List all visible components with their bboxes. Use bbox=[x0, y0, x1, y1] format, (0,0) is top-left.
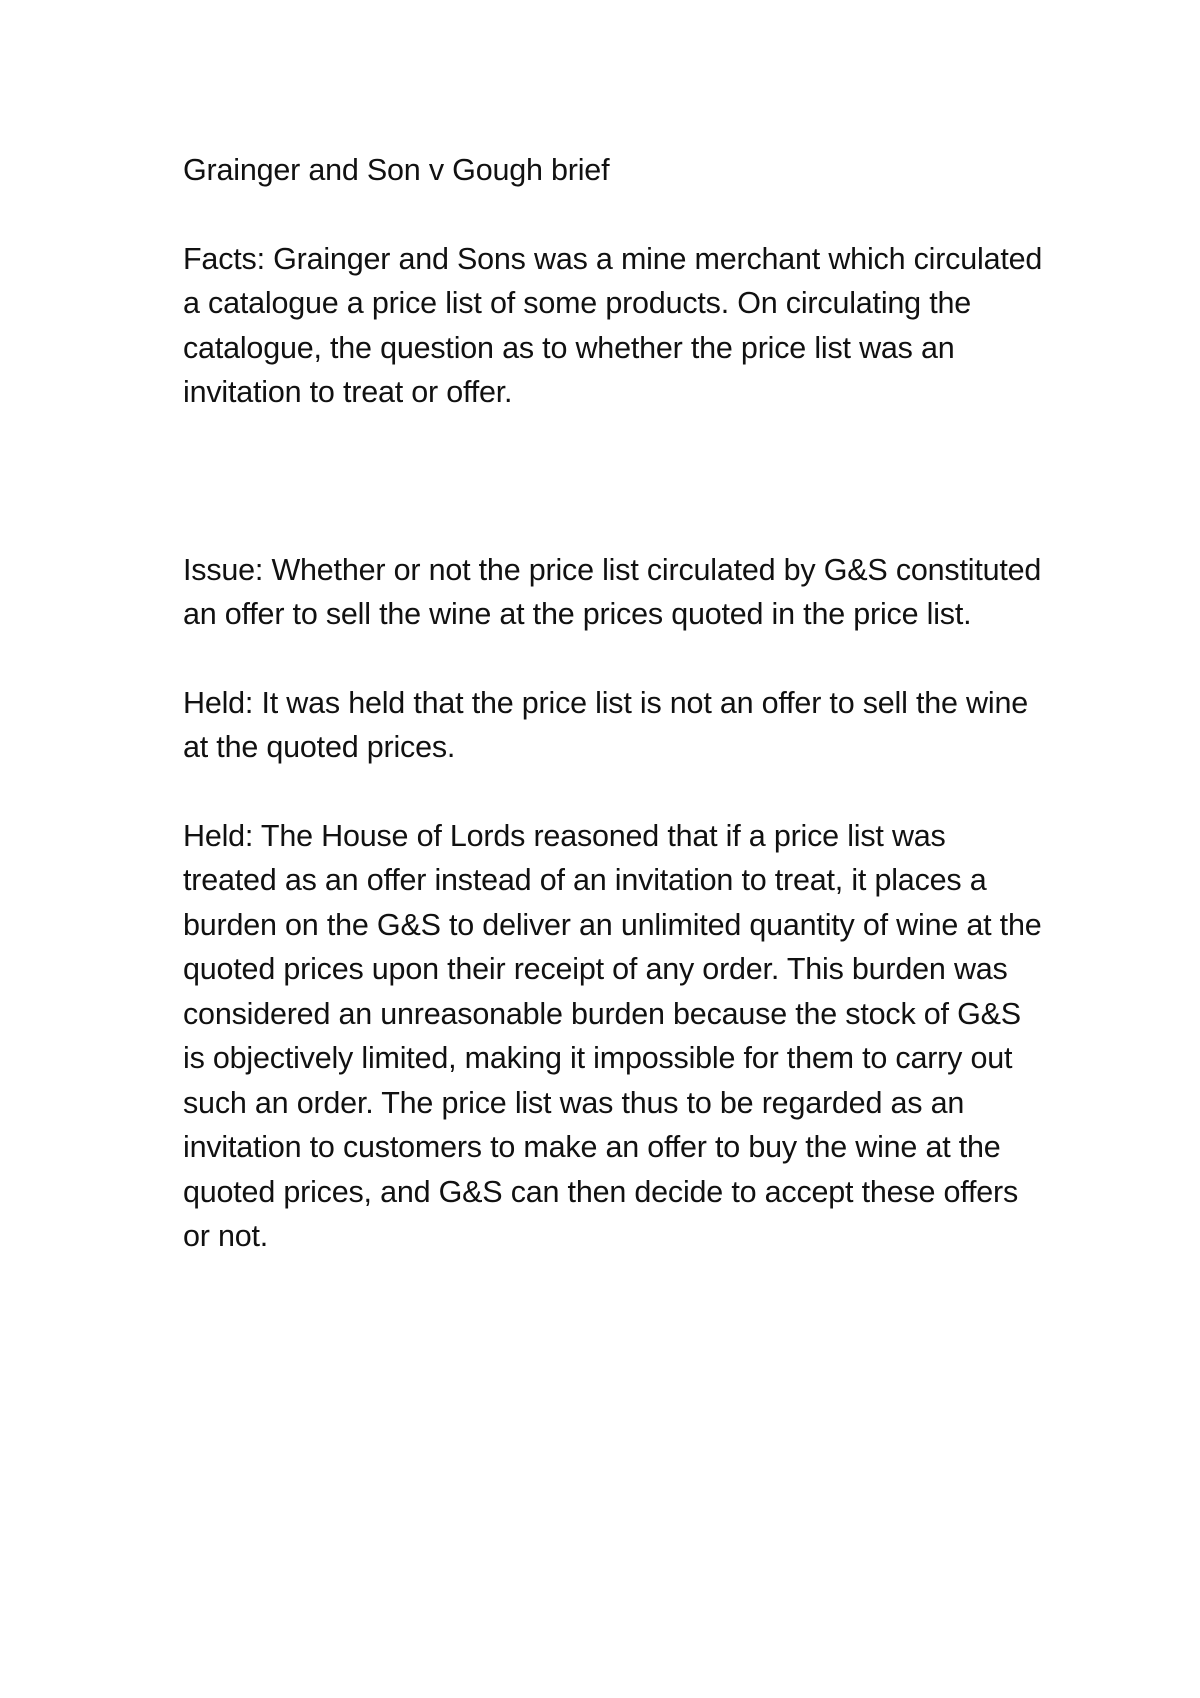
held-paragraph-1: Held: It was held that the price list is not an offer to sell the wine at the quoted prices. bbox=[183, 685, 1028, 764]
document-body bbox=[183, 148, 1043, 1259]
held-paragraph-2: Held: The House of Lords reasoned that if a price list was treated as an offer instead of an invitation to treat, it places a burden on the G&S to deliver an unlimited quantity of wine at the quoted prices upon their receipt of any order. This burden was considered an unreasonable burden because the stock of G&S is objectively limited, making it impossible for them to carry out such an order. The price list was thus to be regarded as an invitation to customers to make an offer to buy the wine at the quoted prices, and G&S can then decide to accept these offers or not. bbox=[183, 818, 1042, 1253]
facts-paragraph: Facts: Grainger and Sons was a mine merchant which circulated a catalogue a price list of some products. On circulating the catalogue, the question as to whether the price list was an invitation to treat or offer. bbox=[183, 241, 1043, 409]
issue-paragraph: Issue: Whether or not the price list circulated by G&S constituted an offer to sell the wine at the prices quoted in the price list. bbox=[183, 552, 1042, 631]
document-title: Grainger and Son v Gough brief bbox=[183, 153, 610, 187]
